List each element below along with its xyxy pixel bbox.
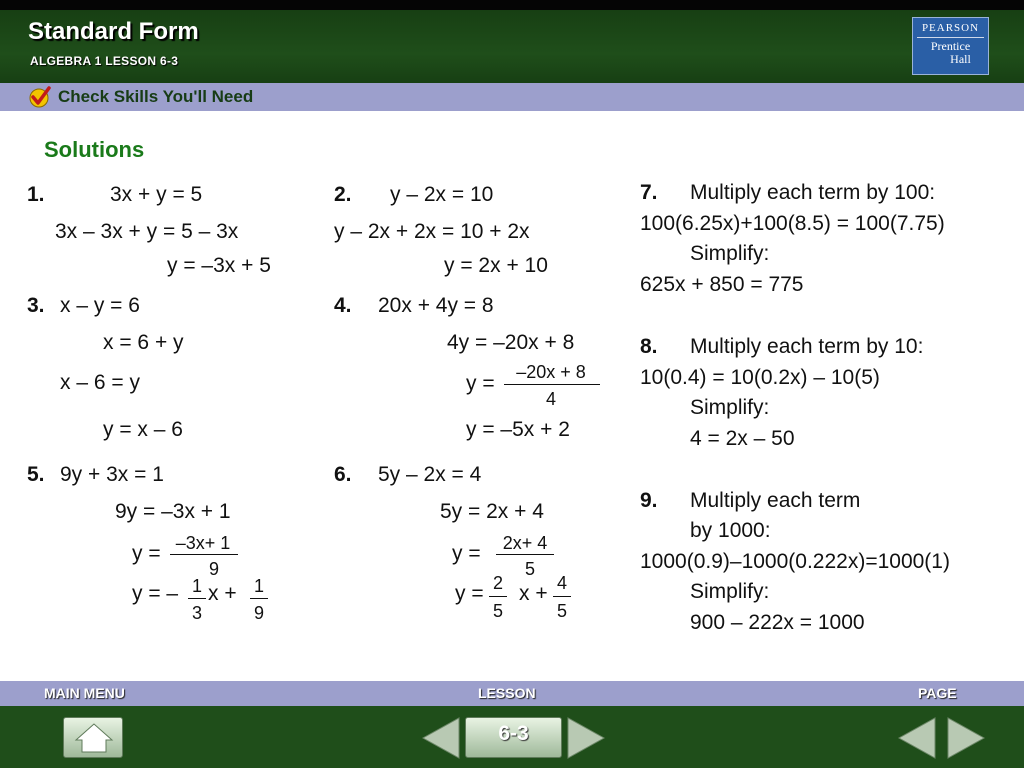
- problem-3-number: 3.: [27, 294, 45, 317]
- solutions-heading: Solutions: [44, 137, 145, 162]
- problem-6-line-4-mid: x +: [519, 582, 548, 605]
- problem-2-line-3: y = 2x + 10: [444, 254, 548, 277]
- problem-8-number: 8.: [640, 335, 658, 358]
- problem-5-denominator: 9: [208, 559, 219, 579]
- lesson-button-label: 6-3: [498, 722, 529, 745]
- problem-1-line-3: y = –3x + 5: [167, 254, 271, 277]
- problem-8-line-4: 4 = 2x – 50: [690, 427, 795, 450]
- problem-8-line-2: 10(0.4) = 10(0.2x) – 10(5): [640, 366, 880, 389]
- logo-divider: [917, 37, 984, 38]
- problem-5-const-numerator: 1: [253, 576, 264, 596]
- problem-5-const-bar: [250, 598, 268, 599]
- footer-nav: [0, 706, 1024, 768]
- problem-5-coef-numerator: 1: [191, 576, 202, 596]
- problem-9-line-2: by 1000:: [690, 519, 771, 542]
- lesson-subtitle: ALGEBRA 1 LESSON 6-3: [30, 54, 179, 68]
- problem-6-coef-bar: [489, 596, 507, 597]
- problem-3-line-1: x – y = 6: [60, 294, 140, 317]
- lesson-prev-button[interactable]: [421, 716, 461, 760]
- top-border: [0, 0, 1024, 10]
- problem-9-line-1: Multiply each term: [690, 489, 861, 512]
- problem-4-line-3-lhs: y =: [466, 372, 495, 395]
- problem-3-line-3: x – 6 = y: [60, 371, 140, 394]
- problem-7-line-3: Simplify:: [690, 242, 770, 265]
- problem-6-coef-denominator: 5: [492, 601, 503, 621]
- problem-3-line-4: y = x – 6: [103, 418, 183, 441]
- footer-label-bar: [0, 681, 1024, 706]
- problem-5-number: 5.: [27, 463, 45, 486]
- home-icon: [64, 718, 124, 759]
- check-skills-bar: [0, 83, 1024, 111]
- problem-6-number: 6.: [334, 463, 352, 486]
- problem-2-line-2: y – 2x + 2x = 10 + 2x: [334, 220, 530, 243]
- problem-4-number: 4.: [334, 294, 352, 317]
- publisher-logo: [912, 17, 989, 75]
- problem-1-line-2: 3x – 3x + y = 5 – 3x: [55, 220, 239, 243]
- problem-6-const-denominator: 5: [556, 601, 567, 621]
- problem-9-line-3: 1000(0.9)–1000(0.222x)=1000(1): [640, 550, 950, 573]
- lesson-button[interactable]: [465, 717, 562, 758]
- problem-1-line-1: 3x + y = 5: [110, 183, 203, 206]
- problem-1-number: 1.: [27, 183, 45, 206]
- problem-5-numerator: –3x+ 1: [175, 533, 231, 553]
- lesson-label: LESSON: [478, 685, 536, 701]
- problem-4-denominator: 4: [545, 389, 556, 409]
- page-label: PAGE: [918, 685, 957, 701]
- problem-7-line-2: 100(6.25x)+100(8.5) = 100(7.75): [640, 212, 945, 235]
- page-next-button[interactable]: [946, 716, 986, 760]
- header-bar: [0, 10, 1024, 83]
- publisher-name: PEARSON: [921, 22, 980, 34]
- problem-5-coef-denominator: 3: [191, 603, 202, 623]
- problem-9-line-5: 900 – 222x = 1000: [690, 611, 865, 634]
- main-menu-label: MAIN MENU: [44, 685, 125, 701]
- problem-7-line-1: Multiply each term by 100:: [690, 181, 936, 204]
- problem-4-numerator: –20x + 8: [516, 362, 586, 382]
- problem-6-fraction-bar: [496, 554, 554, 555]
- problem-6-const-numerator: 4: [556, 573, 567, 593]
- problem-7-number: 7.: [640, 181, 658, 204]
- problem-9-line-4: Simplify:: [690, 580, 770, 603]
- publisher-imprint-2: Hall: [950, 52, 971, 66]
- problem-6-denominator: 5: [524, 559, 535, 579]
- problem-4-line-1: 20x + 4y = 8: [378, 294, 494, 317]
- problem-8-line-3: Simplify:: [690, 396, 770, 419]
- problem-5-line-1: 9y + 3x = 1: [60, 463, 164, 486]
- problem-6-const-bar: [553, 596, 571, 597]
- problem-6-numerator: 2x+ 4: [502, 533, 548, 553]
- problem-6-line-2: 5y = 2x + 4: [440, 500, 544, 523]
- problem-5-line-3-lhs: y =: [132, 542, 161, 565]
- problem-6-line-1: 5y – 2x = 4: [378, 463, 482, 486]
- problem-5-line-4-lhs: y = –: [132, 582, 179, 605]
- problem-5-line-4-mid: x +: [208, 582, 237, 605]
- problem-2-number: 2.: [334, 183, 352, 206]
- problem-5-fraction-bar: [170, 554, 238, 555]
- problem-9-number: 9.: [640, 489, 658, 512]
- publisher-imprint-1: Prentice: [930, 39, 971, 53]
- problem-8-line-1: Multiply each term by 10:: [690, 335, 924, 358]
- problem-4-fraction-bar: [504, 384, 600, 385]
- problem-5-const-denominator: 9: [253, 603, 264, 623]
- problem-4-line-2: 4y = –20x + 8: [447, 331, 575, 354]
- main-menu-button[interactable]: [63, 717, 123, 758]
- problem-4-line-4: y = –5x + 2: [466, 418, 570, 441]
- problem-6-coef-numerator: 2: [492, 573, 503, 593]
- problem-5-line-2: 9y = –3x + 1: [115, 500, 231, 523]
- problem-6-line-4-lhs: y =: [455, 582, 484, 605]
- checkmark-icon: [28, 85, 52, 109]
- page-prev-button[interactable]: [897, 716, 937, 760]
- lesson-next-button[interactable]: [566, 716, 606, 760]
- problem-3-line-2: x = 6 + y: [103, 331, 184, 354]
- problem-6-line-3-lhs: y =: [452, 542, 481, 565]
- check-skills-label: Check Skills You'll Need: [58, 87, 254, 106]
- problem-7-line-4: 625x + 850 = 775: [640, 273, 804, 296]
- page-title: Standard Form: [28, 18, 199, 45]
- problem-5-coef-bar: [188, 598, 206, 599]
- problem-2-line-1: y – 2x = 10: [390, 183, 494, 206]
